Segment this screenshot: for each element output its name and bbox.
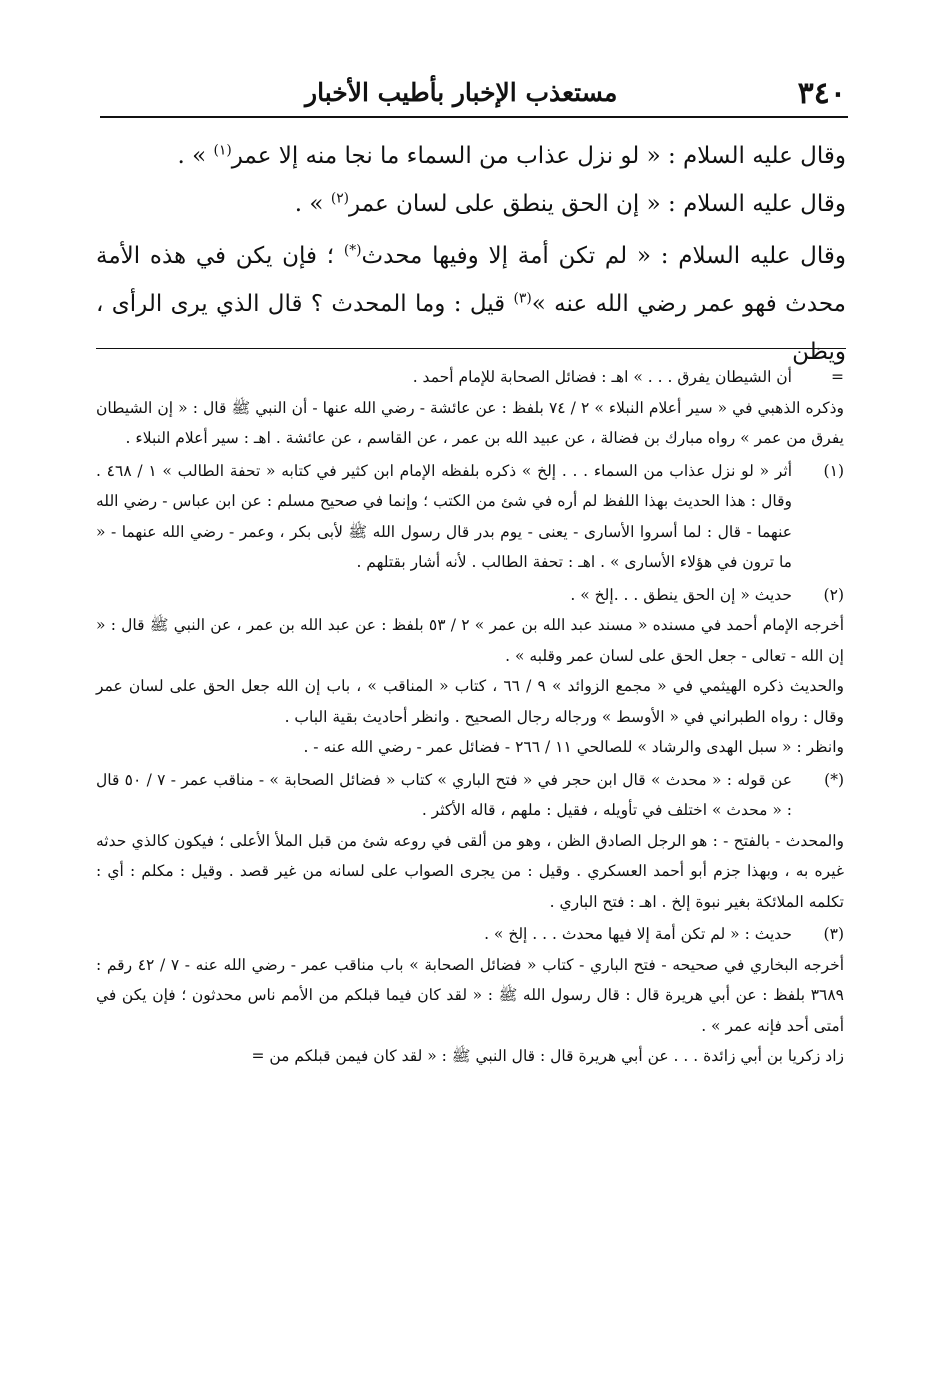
footnote-text: حديث : « لم تكن أمة إلا فيها محدث . . . إلخ » . (484, 925, 792, 943)
main-text (96, 132, 846, 376)
footnote-text: عن قوله : « محدث » قال ابن حجر في « فتح الباري » كتاب « فضائل الصحابة » - مناقب عمر - ٧ / ٥٠ قال : « محدث » اختلف في تأويله ، فقيل : ملهم ، قاله الأكثر . (96, 770, 792, 819)
footnote-marker: (١) (823, 461, 844, 480)
footnote-separator (96, 348, 846, 349)
footnote-text: والحديث ذكره الهيثمي في « مجمع الزوائد » ٩ / ٦٦ ، كتاب « المناقب » ، باب إن الله جعل الحق على لسان عمر وقال : رواه الطبراني في « الأوسط » ورجاله رجال الصحيح . وانظر أحاديث بقية الباب . (96, 677, 845, 726)
footnote-star (96, 765, 846, 918)
footnotes (96, 362, 846, 1074)
footnote-3 (96, 919, 846, 1072)
footnote-continued (96, 362, 846, 454)
footnote-text: حديث « إن الحق ينطق . . .إلخ » . (570, 585, 792, 604)
footnote-ref: (٢) (330, 190, 350, 207)
footnote-text: وانظر : « سبل الهدى والرشاد » للصالحي ١١ / ٢٦٦ - فضائل عمر - رضي الله عنه - . (303, 738, 844, 756)
footnote-marker: (٣) (823, 925, 844, 943)
footnote-ref: (١) (213, 142, 232, 159)
page-header (100, 70, 848, 118)
footnote-1 (96, 456, 846, 578)
footnote-text: أخرجه الإمام أحمد في مسنده « مسند عبد الله بن عمر » ٢ / ٥٣ بلفظ : عن عبد الله بن عمر ، عن النبي ﷺ قال : « إن الله - تعالى - جعل الحق على لسان عمر وقلبه » . (96, 616, 844, 665)
footnote-marker: = (831, 368, 844, 386)
footnote-text: أن الشيطان يفرق . . . » اهـ : فضائل الصحابة للإمام أحمد . (412, 368, 792, 386)
footnote-ref: (٣) (513, 290, 532, 307)
running-title: مستعذب الإخبار بأطيب الأخبار (305, 78, 618, 107)
main-paragraph: وقال عليه السلام : « لو نزل عذاب من السماء ما نجا منه إلا عمر$^{(١)}$ » . (177, 142, 846, 169)
footnote-text: أخرجه البخاري في صحيحه - فتح الباري - كتاب « فضائل الصحابة » باب مناقب عمر - رضي الله عنه - ٧ / ٤٢ رقم : ٣٦٨٩ بلفظ : عن أبي هريرة قال : قال رسول الله ﷺ : « لقد كان فيما قبلكم من الأمم ناس محدثون ؛ فإن يكن في أمتى أحد فإنه عمر » . (96, 955, 844, 1035)
footnote-text: وذكره الذهبي في « سير أعلام النبلاء » ٢ / ٧٤ بلفظ : عن عائشة - رضي الله عنها - أن النبي ﷺ قال : « إن الشيطان يفرق من عمر » رواه مبارك بن فضالة ، عن عبيد الله بن عمر ، عن القاسم ، عن عائشة . اهـ : سير أعلام النبلاء . (96, 398, 844, 447)
footnote-text: أثر « لو نزل عذاب من السماء . . . إلخ » ذكره بلفظه الإمام ابن كثير في كتابه « تحفة الطالب » ١ / ٤٦٨ . وقال : هذا الحديث بهذا اللفظ لم أره في شئ من الكتب ؛ وإنما في صحيح مسلم : عن ابن عباس - رضي الله عنهما - قال : لما أسروا الأسارى - يعنى - يوم بدر قال رسول الله ﷺ لأبى بكر ، وعمر - رضي الله عنهما - « ما ترون في هؤلاء الأسارى » . اهـ : تحفة الطالب . لأنه أشار بقتلهم . (96, 461, 792, 571)
main-paragraph: وقال عليه السلام : « لم تكن أمة إلا وفيها محدث(*) ؛ فإن يكن في هذه الأمة محدث فهو عمر رضي الله عنه »$^{(٣)}$ قيل : وما المحدث ؟ قال الذي يرى الرأى ، ويظن (96, 242, 846, 365)
footnote-marker: (*) (824, 770, 844, 789)
footnote-text: زاد زكريا بن أبي زائدة . . . عن أبي هريرة قال : قال النبي ﷺ : « لقد كان فيمن قبلكم من = (251, 1047, 844, 1065)
footnote-text: والمحدث - بالفتح - : هو الرجل الصادق الظن ، وهو من ألقى في روعه شئ من قبل الملأ الأعلى ؛ فيكون كالذي حدثه غيره به ، وبهذا جزم أبو أحمد العسكري . وقيل : من يجرى الصواب على لسانه من غير قصد . وقيل : مكلم : أي : تكلمه الملائكة بغير نبوة إلخ . اهـ : فتح الباري . (96, 831, 844, 911)
main-paragraph: وقال عليه السلام : « إن الحق ينطق على لسان عمر$^{(٢)}$ » . (294, 190, 846, 217)
footnote-ref: (*) (343, 242, 362, 259)
footnote-marker: (٢) (823, 585, 844, 604)
footnote-2 (96, 580, 846, 763)
page-number: ٣٤٠ (797, 76, 846, 111)
